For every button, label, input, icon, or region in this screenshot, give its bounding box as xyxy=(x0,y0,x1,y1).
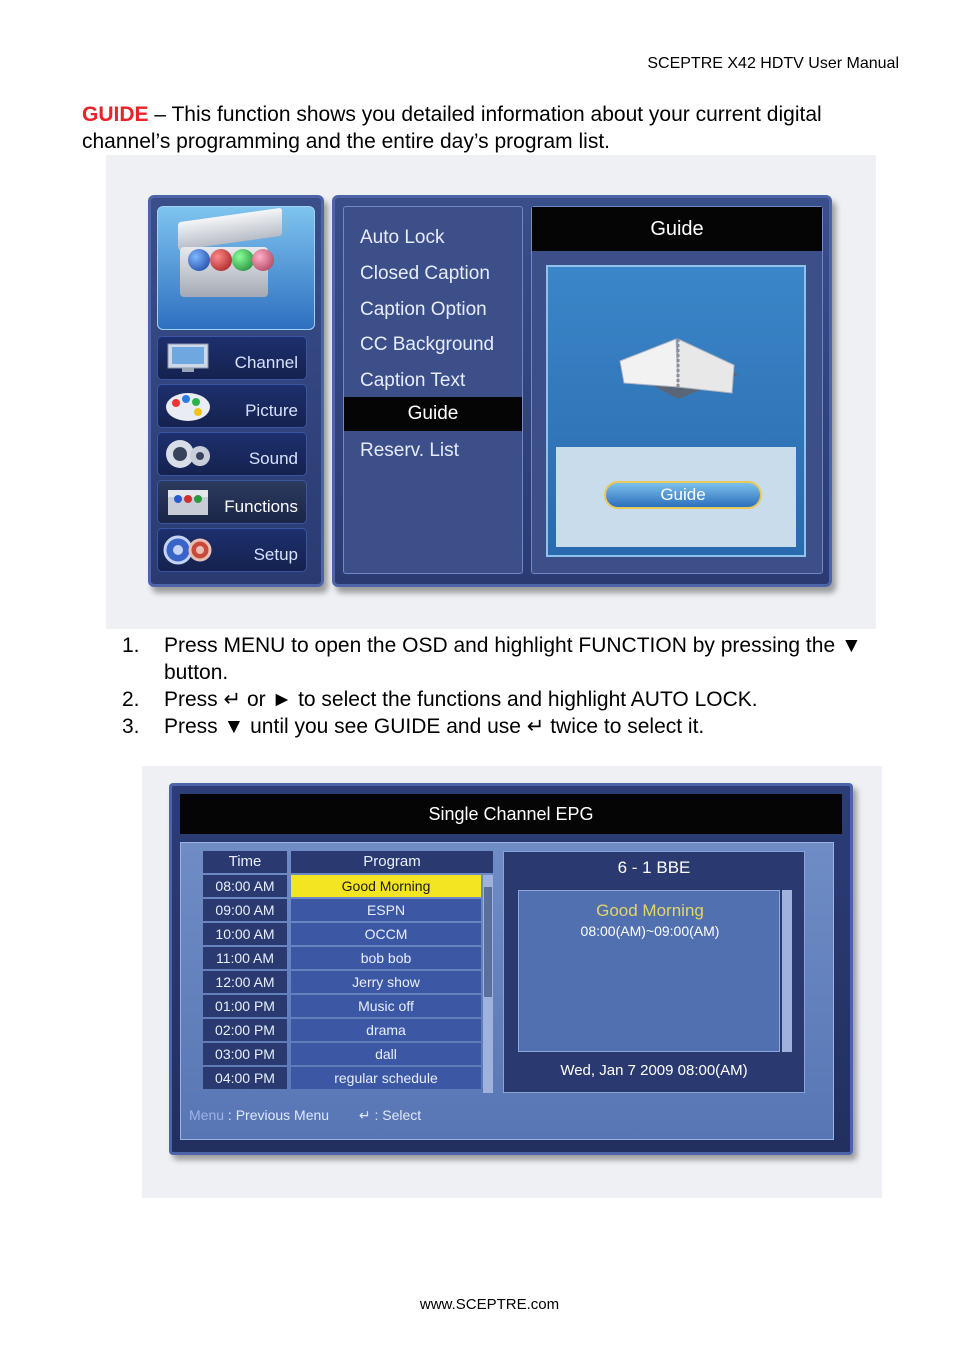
time-cell: 04:00 PM xyxy=(203,1067,287,1089)
epg-body xyxy=(180,842,834,1140)
time-cell: 10:00 AM xyxy=(203,923,287,945)
guide-keyword: GUIDE xyxy=(82,103,149,126)
scrollbar-thumb[interactable] xyxy=(484,887,492,997)
program-detail-box xyxy=(518,890,780,1052)
enter-key-icon: ↵ xyxy=(358,1107,371,1123)
channel-label: 6 - 1 BBE xyxy=(617,858,691,877)
time-cell: 02:00 PM xyxy=(203,1019,287,1041)
speaker-icon xyxy=(162,437,214,471)
category-panel xyxy=(148,195,324,587)
epg-window xyxy=(169,783,853,1155)
menu-item-caption-option[interactable]: Caption Option xyxy=(360,299,487,320)
functions-menu-list xyxy=(343,206,523,574)
tv-icon xyxy=(162,341,214,375)
category-functions[interactable]: Functions xyxy=(157,480,307,524)
intro-text: – This function shows you detailed information about your current digital channel’s programming and the entire day’s program list. xyxy=(82,103,822,153)
time-cell: 12:00 AM xyxy=(203,971,287,993)
palette-icon xyxy=(162,389,214,423)
program-row[interactable]: Jerry show xyxy=(291,971,481,993)
program-name: Good Morning xyxy=(596,901,704,920)
step-1: 1. Press MENU to open the OSD and highlight FUNCTION by pressing the ▼ button. xyxy=(122,634,862,684)
epg-screenshot xyxy=(142,766,882,1198)
page-footer: www.SCEPTRE.com xyxy=(419,1296,560,1313)
toolbox-icon xyxy=(157,206,315,330)
gears-icon xyxy=(162,533,214,567)
toolbox-small-icon xyxy=(162,485,214,519)
category-channel[interactable]: Channel xyxy=(157,336,307,380)
book-icon xyxy=(608,327,748,407)
current-date: Wed, Jan 7 2009 08:00(AM) xyxy=(560,1062,748,1079)
detail-inner xyxy=(546,265,806,557)
menu-item-cc-background[interactable]: CC Background xyxy=(360,334,495,355)
functions-panel xyxy=(332,195,832,587)
program-row-selected[interactable]: Good Morning xyxy=(291,875,481,897)
program-row[interactable]: regular schedule xyxy=(291,1067,481,1089)
program-column-header: Program xyxy=(291,851,493,873)
menu-key-label: Menu xyxy=(189,1107,225,1123)
epg-footer-hints: Menu : Previous Menu ↵ : Select xyxy=(189,1107,422,1123)
step-3: 3. Press ▼ until you see GUIDE and use ↵ twice to select it. xyxy=(122,715,705,738)
menu-item-caption-text[interactable]: Caption Text xyxy=(360,370,466,391)
program-row[interactable]: drama xyxy=(291,1019,481,1041)
program-time: 08:00(AM)~09:00(AM) xyxy=(580,923,720,939)
intro-paragraph xyxy=(82,101,902,155)
time-cell: 09:00 AM xyxy=(203,899,287,921)
time-cell: 01:00 PM xyxy=(203,995,287,1017)
category-picture[interactable]: Picture xyxy=(157,384,307,428)
time-cell: 11:00 AM xyxy=(203,947,287,969)
page-header: SCEPTRE X42 HDTV User Manual xyxy=(647,55,899,72)
detail-button-area xyxy=(556,447,796,547)
epg-title: Single Channel EPG xyxy=(180,794,842,834)
program-row[interactable]: Music off xyxy=(291,995,481,1017)
guide-detail-panel xyxy=(531,206,823,574)
program-list-scrollbar[interactable] xyxy=(483,875,493,1093)
menu-item-auto-lock[interactable]: Auto Lock xyxy=(360,227,445,248)
step-2: 2. Press ↵ or ► to select the functions and highlight AUTO LOCK. xyxy=(122,688,758,711)
category-setup[interactable]: Setup xyxy=(157,528,307,572)
program-info-panel xyxy=(503,851,805,1093)
menu-item-closed-caption[interactable]: Closed Caption xyxy=(360,263,490,284)
time-column-header: Time xyxy=(203,851,287,873)
time-cell: 03:00 PM xyxy=(203,1043,287,1065)
osd-menu-screenshot xyxy=(106,155,876,629)
category-sound[interactable]: Sound xyxy=(157,432,307,476)
program-row[interactable]: bob bob xyxy=(291,947,481,969)
menu-item-reserv-list[interactable]: Reserv. List xyxy=(360,440,459,461)
instruction-steps xyxy=(122,632,902,740)
program-row[interactable]: ESPN xyxy=(291,899,481,921)
menu-item-guide[interactable]: Guide xyxy=(344,397,522,431)
program-row[interactable]: OCCM xyxy=(291,923,481,945)
detail-scrollbar[interactable] xyxy=(782,890,792,1052)
time-cell: 08:00 AM xyxy=(203,875,287,897)
detail-title: Guide xyxy=(532,207,822,251)
program-row[interactable]: dall xyxy=(291,1043,481,1065)
guide-button[interactable]: Guide xyxy=(604,481,762,509)
